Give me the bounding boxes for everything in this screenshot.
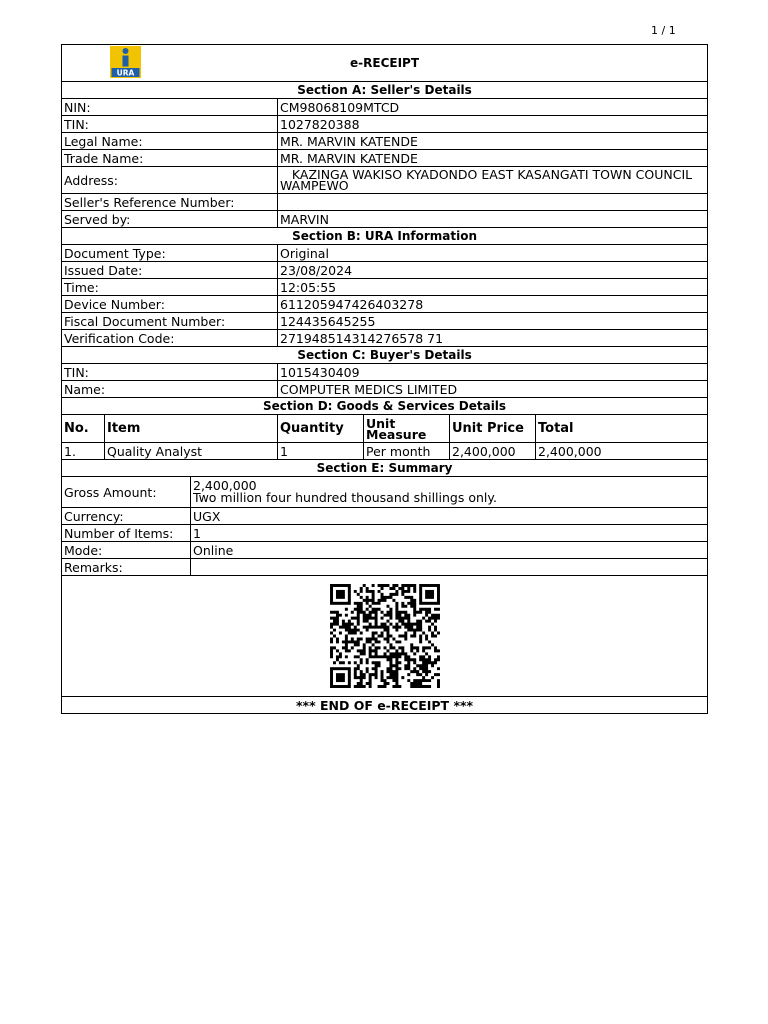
legal-name-value: MR. MARVIN KATENDE bbox=[278, 133, 708, 150]
item-no: 1. bbox=[62, 443, 105, 460]
logo-text: URA bbox=[116, 68, 135, 78]
qr-code-icon bbox=[330, 584, 440, 688]
device-number-label: Device Number: bbox=[62, 296, 278, 313]
table-row bbox=[62, 443, 708, 460]
trade-name-label: Trade Name: bbox=[62, 150, 278, 167]
issued-date-label: Issued Date: bbox=[62, 262, 278, 279]
item-quantity: 1 bbox=[278, 443, 364, 460]
col-header-quantity: Quantity bbox=[278, 415, 364, 443]
item-unit-measure: Per month bbox=[364, 443, 450, 460]
gross-amount-label: Gross Amount: bbox=[62, 477, 191, 508]
number-of-items-label: Number of Items: bbox=[62, 525, 191, 542]
remarks-value bbox=[191, 559, 708, 576]
page-number: 1 / 1 bbox=[651, 24, 676, 37]
gross-amount-cell bbox=[191, 477, 708, 508]
issued-date-value: 23/08/2024 bbox=[278, 262, 708, 279]
mode-value: Online bbox=[191, 542, 708, 559]
trade-name-value: MR. MARVIN KATENDE bbox=[278, 150, 708, 167]
ura-logo-icon bbox=[110, 46, 141, 78]
verification-code-value: 271948514314276578 71 bbox=[278, 330, 708, 347]
document-type-value: Original bbox=[278, 245, 708, 262]
served-by-value: MARVIN bbox=[278, 211, 708, 228]
gross-amount-value: 2,400,000 bbox=[193, 478, 257, 493]
receipt-title: e-RECEIPT bbox=[350, 55, 420, 70]
col-header-unit-price: Unit Price bbox=[450, 415, 536, 443]
served-by-label: Served by: bbox=[62, 211, 278, 228]
seller-reference-value bbox=[278, 194, 708, 211]
remarks-label: Remarks: bbox=[62, 559, 191, 576]
address-value: KAZINGA WAKISO KYADONDO EAST KASANGATI TOWN COUNCIL WAMPEWO bbox=[278, 167, 708, 194]
buyer-tin-label: TIN: bbox=[62, 364, 278, 381]
device-number-value: 611205947426403278 bbox=[278, 296, 708, 313]
time-label: Time: bbox=[62, 279, 278, 296]
gross-amount-words: Two million four hundred thousand shillings only. bbox=[193, 490, 497, 505]
nin-label: NIN: bbox=[62, 99, 278, 116]
col-header-unit-measure: Unit Measure bbox=[364, 415, 450, 443]
seller-tin-value: 1027820388 bbox=[278, 116, 708, 133]
section-e-heading: Section E: Summary bbox=[62, 460, 708, 477]
item-unit-price: 2,400,000 bbox=[450, 443, 536, 460]
verification-code-label: Verification Code: bbox=[62, 330, 278, 347]
receipt-header bbox=[62, 45, 708, 82]
mode-label: Mode: bbox=[62, 542, 191, 559]
section-b-heading: Section B: URA Information bbox=[62, 228, 708, 245]
fiscal-document-number-label: Fiscal Document Number: bbox=[62, 313, 278, 330]
qr-code-cell bbox=[62, 576, 708, 697]
buyer-tin-value: 1015430409 bbox=[278, 364, 708, 381]
item-total: 2,400,000 bbox=[536, 443, 708, 460]
end-of-receipt: *** END OF e-RECEIPT *** bbox=[62, 697, 708, 714]
receipt-document bbox=[61, 44, 707, 714]
nin-value: CM98068109MTCD bbox=[278, 99, 708, 116]
section-d-heading: Section D: Goods & Services Details bbox=[62, 398, 708, 415]
section-c-heading: Section C: Buyer's Details bbox=[62, 347, 708, 364]
section-a-heading: Section A: Seller's Details bbox=[62, 82, 708, 99]
seller-tin-label: TIN: bbox=[62, 116, 278, 133]
address-label: Address: bbox=[62, 167, 278, 194]
number-of-items-value: 1 bbox=[191, 525, 708, 542]
buyer-name-value: COMPUTER MEDICS LIMITED bbox=[278, 381, 708, 398]
document-type-label: Document Type: bbox=[62, 245, 278, 262]
seller-reference-label: Seller's Reference Number: bbox=[62, 194, 278, 211]
currency-label: Currency: bbox=[62, 508, 191, 525]
legal-name-label: Legal Name: bbox=[62, 133, 278, 150]
col-header-total: Total bbox=[536, 415, 708, 443]
currency-value: UGX bbox=[191, 508, 708, 525]
receipt-table bbox=[61, 44, 708, 714]
buyer-name-label: Name: bbox=[62, 381, 278, 398]
item-name: Quality Analyst bbox=[105, 443, 278, 460]
col-header-no: No. bbox=[62, 415, 105, 443]
col-header-item: Item bbox=[105, 415, 278, 443]
time-value: 12:05:55 bbox=[278, 279, 708, 296]
fiscal-document-number-value: 124435645255 bbox=[278, 313, 708, 330]
